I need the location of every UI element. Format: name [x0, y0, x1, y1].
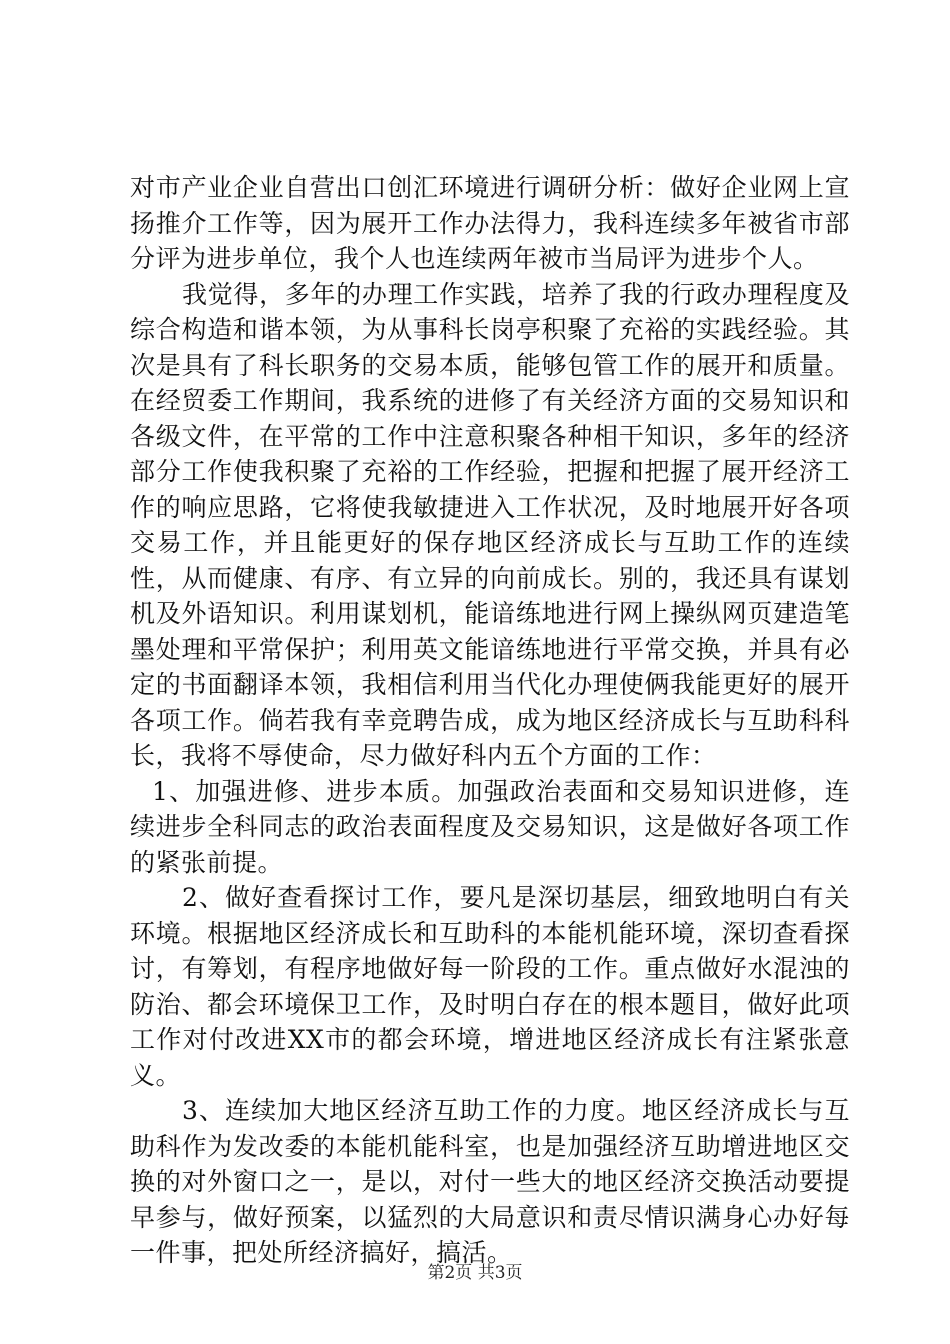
paragraph-item-1: 1、加强进修、进步本质。加强政治表面和交易知识进修，连续进步全科同志的政治表面程度及交易知识，这是做好各项工作的紧张前提。 [130, 776, 850, 877]
paragraph-qualifications: 我觉得，多年的办理工作实践，培养了我的行政办理程度及综合构造和谐本领，为从事科长岗亭积聚了充裕的实践经验。其次是具有了科长职务的交易本质，能够包管工作的展开和质量。在经贸委工作期间，我系统的进修了有关经济方面的交易知识和各级文件，在平常的工作中注意积聚各种相干知识，多年的经济部分工作使我积聚了充裕的工作经验，把握和把握了展开经济工作的响应思路，它将使我敏捷进入工作状况，及时地展开好各项交易工作，并且能更好的保存地区经济成长与互助工作的连续性，从而健康、有序、有立异的向前成长。别的，我还具有谋划机及外语知识。利用谋划机，能谙练地进行网上操纵网页建造笔墨处理和平常保护；利用英文能谙练地进行平常交换，并具有必定的书面翻译本领，我相信利用当代化办理使俩我能更好的展开各项工作。倘若我有幸竞聘告成，成为地区经济成长与互助科科长，我将不辱使命，尽力做好科内五个方面的工作： [130, 279, 850, 770]
page-footer: 第2页 共3页 [427, 1263, 523, 1283]
paragraph-item-2: 2、做好查看探讨工作，要凡是深切基层，细致地明白有关环境。根据地区经济成长和互助科的本能机能环境，深切查看探讨，有筹划，有程序地做好每一阶段的工作。重点做好水混浊的防治、都会环境保卫工作，及时明白存在的根本题目，做好此项工作对付改进XX市的都会环境，增进地区经济成长有注紧张意义。 [130, 883, 850, 1090]
document-body [130, 170, 850, 1271]
paragraph-continued: 对市产业企业自营出口创汇环境进行调研分析：做好企业网上宣扬推介工作等，因为展开工作办法得力，我科连续多年被省市部分评为进步单位，我个人也连续两年被市当局评为进步个人。 [130, 173, 850, 273]
paragraph-item-3: 3、连续加大地区经济互助工作的力度。地区经济成长与互助科作为发改委的本能机能科室，也是加强经济互助增进地区交换的对外窗口之一，是以，对付一些大的地区经济交换活动要提早参与，做好预案，以猛烈的大局意识和责尽情识满身心办好每一件事，把处所经济搞好，搞活。 [130, 1096, 850, 1267]
